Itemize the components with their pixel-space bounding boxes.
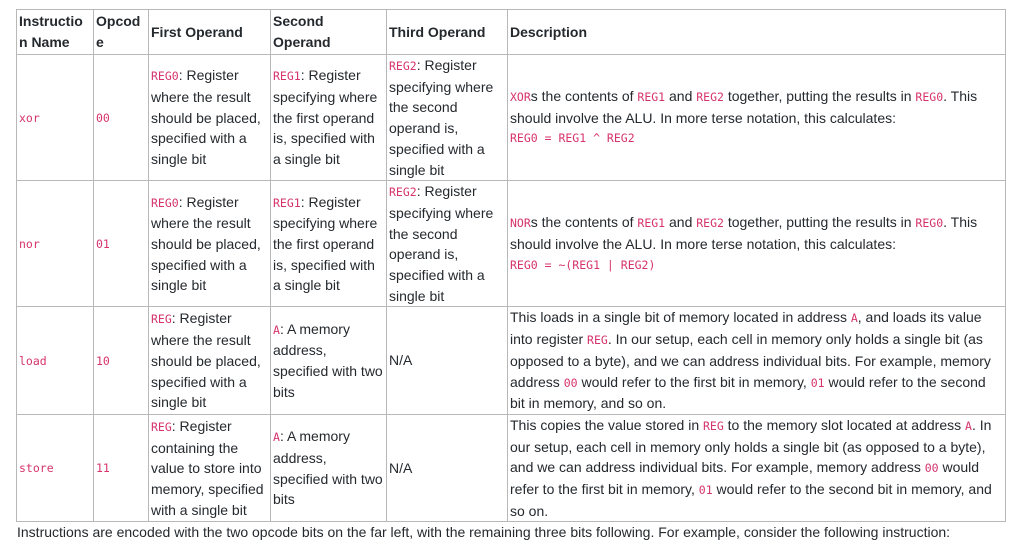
cell-first-operand [149, 307, 271, 415]
operand-text: N/A [389, 352, 413, 369]
operand-text: : Register containing the value to store into memory, specified with a single bit [151, 417, 264, 518]
cell-description [508, 307, 1006, 415]
desc-text: . In our setup, each cell in memory only holds a single bit (as opposed to a byte), and we can address individual bits. For example, memory address [510, 331, 991, 390]
table-row [17, 414, 1006, 522]
desc-code: A [965, 418, 972, 433]
operand-text: : A memory address, specified with two bits [273, 320, 383, 400]
cell-second-operand [271, 414, 387, 522]
desc-text: together, putting the results in [723, 214, 916, 231]
header-second-operand: Second Operand [271, 10, 387, 55]
desc-text: , and loads its value into register [510, 309, 982, 348]
desc-code: REG [587, 333, 608, 348]
desc-code: 01 [810, 375, 825, 390]
operand-text: : Register where the result should be placed, specified with a single bit [151, 193, 261, 294]
cell-first-operand [149, 55, 271, 181]
desc-text: This loads in a single bit of memory located in address [510, 309, 851, 326]
cell-description [508, 55, 1006, 181]
desc-code: REG0 [915, 90, 944, 105]
cell-instruction-name [17, 181, 94, 307]
desc-code: A [850, 311, 858, 326]
cell-opcode [94, 181, 149, 307]
cell-first-operand [149, 181, 271, 307]
header-description: Description [508, 10, 1006, 55]
desc-code: REG [703, 418, 724, 433]
cell-first-operand [149, 414, 271, 522]
desc-text: would refer to the second bit in memory, and so on. [510, 373, 986, 412]
desc-code: REG2 [696, 216, 724, 231]
cell-third-operand [387, 55, 508, 181]
desc-text: s the contents of [530, 214, 638, 231]
desc-formula: REG0 = ~(REG1 | REG2) [510, 257, 656, 272]
operand-register: A [273, 430, 280, 445]
operand-register: REG0 [151, 195, 179, 210]
cell-opcode [94, 307, 149, 415]
operand-register: REG2 [389, 59, 417, 73]
instruction-name: xor [19, 110, 40, 125]
operand-register: REG [151, 312, 172, 327]
opcode-value: 00 [96, 110, 110, 125]
table-row [17, 307, 1006, 415]
desc-text: together, putting the results in [723, 88, 916, 105]
operand-text: : Register specifying where the second operand is, specified with a single bit [389, 57, 494, 178]
cell-third-operand [387, 414, 508, 522]
desc-code: REG2 [696, 90, 724, 105]
desc-code: NOR [510, 216, 531, 231]
operand-text: N/A [389, 459, 413, 476]
desc-code: 01 [698, 483, 713, 498]
cell-opcode [94, 55, 149, 181]
opcode-value: 01 [96, 236, 110, 251]
desc-text: . This should involve the ALU. In more terse notation, this calculates: [510, 88, 978, 126]
operand-text: : Register where the result should be placed, specified with a single bit [151, 310, 261, 411]
desc-text: would refer to the first bit in memory, [510, 459, 980, 498]
desc-code: REG1 [637, 216, 666, 231]
desc-code: REG1 [637, 90, 666, 105]
cell-instruction-name [17, 414, 94, 522]
desc-text: This copies the value stored in [510, 416, 703, 433]
encoding-paragraph: Instructions are encoded with the two opcode bits on the far left, with the remaining three bits following. For example, consider the following instruction: [17, 524, 951, 540]
desc-text: . This should involve the ALU. In more terse notation, this calculates: [510, 214, 978, 252]
cell-instruction-name [17, 55, 94, 181]
cell-third-operand [387, 307, 508, 415]
cell-description [508, 181, 1006, 307]
desc-text: would refer to the first bit in memory, [577, 373, 811, 390]
desc-text: s the contents of [530, 88, 638, 105]
operand-text: : A memory address, specified with two bits [273, 428, 383, 508]
header-instruction-name: Instruction Name [17, 10, 94, 55]
operand-text: : Register specifying where the first operand is, specified with a single bit [273, 193, 378, 294]
instruction-name: load [19, 353, 47, 368]
desc-text: . In our setup, each cell in memory only holds a single bit (as opposed to a byte), and we can address individual bits. For example, memory address [510, 416, 992, 476]
operand-text: : Register where the result should be placed, specified with a single bit [151, 67, 261, 168]
operand-text: : Register specifying where the second operand is, specified with a single bit [389, 183, 494, 304]
cell-opcode [94, 414, 149, 522]
cell-second-operand [271, 307, 387, 415]
desc-code: XOR [510, 90, 531, 105]
operand-register: REG2 [389, 185, 417, 200]
header-opcode: Opcode [94, 10, 149, 55]
desc-text: would refer to the second bit in memory, and so on. [510, 481, 992, 519]
operand-text: : Register specifying where the first operand is, specified with a single bit [273, 67, 378, 168]
desc-text: to the memory slot located at address [723, 416, 966, 433]
cell-second-operand [271, 55, 387, 181]
operand-register: REG [151, 419, 172, 434]
desc-formula: REG0 = REG1 ^ REG2 [510, 131, 635, 146]
header-third-operand: Third Operand [387, 10, 508, 55]
instruction-table [16, 9, 1006, 522]
desc-code: 00 [563, 375, 578, 390]
instruction-table-container [16, 9, 1006, 522]
opcode-value: 11 [96, 461, 110, 476]
instruction-name: store [19, 461, 54, 476]
desc-text: and [665, 88, 697, 105]
desc-code: REG0 [915, 216, 944, 231]
operand-register: REG1 [273, 69, 301, 84]
table-row [17, 55, 1006, 181]
cell-instruction-name [17, 307, 94, 415]
desc-code: 00 [924, 461, 939, 476]
opcode-value: 10 [96, 353, 110, 368]
table-header-row [17, 10, 1006, 55]
table-row [17, 181, 1006, 307]
operand-register: REG0 [151, 69, 179, 84]
cell-description [508, 414, 1006, 522]
desc-text: and [665, 214, 697, 231]
operand-register: A [273, 322, 280, 337]
cell-second-operand [271, 181, 387, 307]
operand-register: REG1 [273, 195, 301, 210]
cell-third-operand [387, 181, 508, 307]
header-first-operand: First Operand [149, 10, 271, 55]
instruction-name: nor [19, 236, 40, 251]
